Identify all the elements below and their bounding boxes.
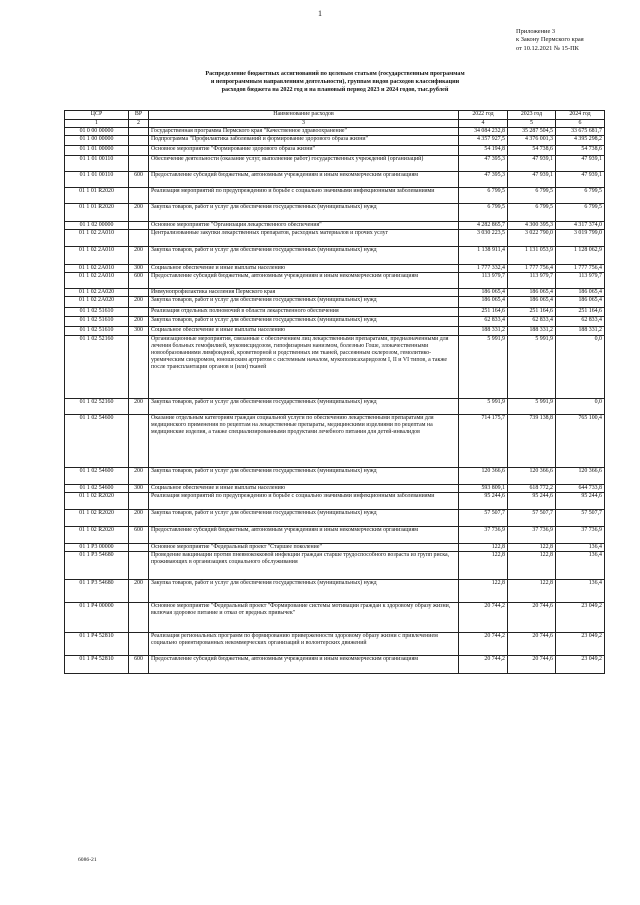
header-vr: ВР [129,111,149,120]
cell-name: Централизованные закупки лекарственных препаратов, расходных материалов и прочих услуг [149,230,459,247]
cell-y2024: 644 733,8 [556,485,605,493]
table-row [65,552,605,580]
cell-vr [129,156,149,172]
cell-name: Предоставление субсидий бюджетным, автономным учреждениям и иным некоммерческим организациям [149,172,459,188]
table-row [65,188,605,204]
cell-y2024: 47 939,1 [556,172,605,188]
cell-vr: 200 [129,247,149,265]
cell-vr [129,308,149,317]
table-row [65,136,605,146]
cell-name: Предоставление субсидий бюджетным, автономным учреждениям и иным некоммерческим организациям [149,273,459,289]
cell-y2023: 62 833,4 [508,317,556,327]
cell-y2022: 37 736,9 [459,527,508,544]
cell-y2024: 6 799,5 [556,204,605,222]
cell-y2023: 1 131 053,9 [508,247,556,265]
cell-name: Реализация региональных программ по формированию приверженности здоровому образу жизни с привлечением социально ориентированных некоммерческих организаций и волонтерских движений [149,633,459,656]
appendix-line-1: Приложение 3 [516,28,556,35]
cell-name: Проведение вакцинации против пневмококковой инфекции граждан старше трудоспособного возраста из групп риска, проживающих в организациях социального обслуживания [149,552,459,580]
header-2023: 2023 год [508,111,556,120]
cell-name: Закупка товаров, работ и услуг для обеспечения государственных (муниципальных) нужд [149,247,459,265]
table-row [65,308,605,317]
cell-y2022: 122,8 [459,580,508,603]
cell-y2022: 1 777 332,4 [459,265,508,273]
cell-y2022: 113 979,7 [459,273,508,289]
cell-y2024: 37 736,9 [556,527,605,544]
cell-csr: 01 1 02 2А020 [65,289,129,297]
cell-y2023: 47 939,1 [508,172,556,188]
cell-name: Предоставление субсидий бюджетным, автономным учреждениям и иным некоммерческим организациям [149,656,459,674]
cell-y2023: 47 939,1 [508,156,556,172]
table-row [65,468,605,485]
cell-vr: 200 [129,468,149,485]
cell-vr: 600 [129,273,149,289]
cell-y2022: 4 357 927,5 [459,136,508,146]
cell-y2023: 122,8 [508,580,556,603]
cell-y2024: 120 366,6 [556,468,605,485]
title-line-2: и непрограммным направлениям деятельности), группам видов расходов классификации [210,79,460,86]
cell-y2024: 23 049,2 [556,633,605,656]
cell-y2024: 188 331,2 [556,327,605,336]
cell-y2024: 23 049,2 [556,603,605,633]
cell-name: Закупка товаров, работ и услуг для обеспечения государственных (муниципальных) нужд [149,468,459,485]
cell-y2023: 5 991,9 [508,336,556,399]
cell-name: Подпрограмма "Профилактика заболеваний и формирование здорового образа жизни" [149,136,459,146]
table-row [65,510,605,527]
cell-vr: 300 [129,265,149,273]
cell-y2023: 122,8 [508,544,556,552]
cell-csr: 01 1 02 2А010 [65,247,129,265]
cell-csr: 01 1 02 52160 [65,399,129,415]
cell-y2024: 6 799,5 [556,188,605,204]
cell-y2022: 6 799,5 [459,188,508,204]
cell-y2024: 62 833,4 [556,317,605,327]
column-number: 2 [129,120,149,128]
cell-name: Закупка товаров, работ и услуг для обеспечения государственных (муниципальных) нужд [149,510,459,527]
cell-y2022: 54 194,8 [459,146,508,156]
table-body [65,128,605,674]
cell-y2024: 136,4 [556,552,605,580]
cell-y2023: 6 799,5 [508,188,556,204]
cell-y2023: 6 799,5 [508,204,556,222]
cell-name: Реализация мероприятий по предупреждению и борьбе с социально значимыми инфекционными заболеваниями [149,188,459,204]
cell-csr: 01 1 02 51610 [65,308,129,317]
table-row [65,580,605,603]
cell-y2023: 20 744,6 [508,603,556,633]
table-row [65,273,605,289]
cell-csr: 01 1 P4 52810 [65,656,129,674]
table-row [65,128,605,136]
table-row [65,544,605,552]
table-row [65,156,605,172]
cell-vr [129,603,149,633]
cell-y2022: 34 084 232,8 [459,128,508,136]
table-row [65,230,605,247]
cell-csr: 01 1 02 51610 [65,317,129,327]
appendix-line-3: от 10.12.2021 № 15-ПК [516,44,579,52]
document-title [150,70,520,95]
cell-name: Закупка товаров, работ и услуг для обеспечения государственных (муниципальных) нужд [149,297,459,308]
title-line-1: Распределение бюджетных ассигнований по целевым статьям (государственным программам [205,71,465,77]
cell-vr [129,633,149,656]
cell-y2024: 765 100,4 [556,415,605,468]
table-row [65,603,605,633]
cell-vr [129,415,149,468]
cell-vr: 300 [129,485,149,493]
cell-csr: 01 1 02 52160 [65,336,129,399]
table-row [65,633,605,656]
cell-vr: 600 [129,656,149,674]
cell-y2023: 186 065,4 [508,297,556,308]
cell-name: Реализация мероприятий по предупреждению и борьбе с социально значимыми инфекционными заболеваниями [149,493,459,510]
cell-csr: 01 1 02 54600 [65,415,129,468]
column-number: 4 [459,120,508,128]
cell-vr [129,336,149,399]
cell-y2022: 62 833,4 [459,317,508,327]
cell-vr [129,230,149,247]
column-number: 3 [149,120,459,128]
table-row [65,247,605,265]
cell-y2024: 4 395 298,2 [556,136,605,146]
cell-csr: 01 1 P4 52810 [65,633,129,656]
cell-name: Организационные мероприятия, связанные с обеспечением лиц лекарственными препаратами, предназначенными для лечения больных гемофилией, муковисцидозом, гипофизарным нанизмом, болезнью Гоше, злокачественными новообразованиями лимфоидной, кроветворной и родственных им тканей, рассеянным склерозом, гемолитико-уремическим синдромом, юношеским артритом с системным началом, мукополисахаридозом I, II и VI типов, а также после трансплантации органов и (или) тканей [149,336,459,399]
cell-y2022: 593 809,1 [459,485,508,493]
cell-name: Социальное обеспечение и иные выплаты населению [149,485,459,493]
cell-y2022: 251 164,6 [459,308,508,317]
cell-vr: 200 [129,399,149,415]
cell-csr: 01 1 02 51610 [65,327,129,336]
cell-name: Основное мероприятие "Федеральный проект "Формирование системы мотивации граждан к здоровому образу жизни, включая здоровое питание и отказ от вредных привычек" [149,603,459,633]
cell-csr: 01 1 01 R2020 [65,188,129,204]
page-number: 1 [318,9,322,18]
cell-y2023: 4 376 001,3 [508,136,556,146]
table-header-row [65,111,605,120]
column-number: 1 [65,120,129,128]
appendix-line-2: к Закону Пермского края [516,36,584,44]
cell-y2022: 20 744,2 [459,633,508,656]
cell-vr [129,289,149,297]
cell-y2023: 95 244,6 [508,493,556,510]
cell-csr: 01 1 02 2А010 [65,265,129,273]
cell-vr [129,222,149,230]
cell-vr: 600 [129,172,149,188]
cell-y2024: 186 065,4 [556,297,605,308]
cell-y2023: 5 991,9 [508,399,556,415]
cell-y2024: 95 244,6 [556,493,605,510]
cell-y2022: 1 138 911,4 [459,247,508,265]
cell-y2022: 20 744,2 [459,603,508,633]
cell-name: Государственная программа Пермского края "Качественное здравоохранение" [149,128,459,136]
table-row [65,204,605,222]
table-row [65,336,605,399]
table-row [65,146,605,156]
budget-table [64,110,605,674]
table-row [65,399,605,415]
cell-vr: 200 [129,580,149,603]
table-row [65,485,605,493]
cell-name: Основное мероприятие "Федеральный проект "Старшее поколение" [149,544,459,552]
cell-y2023: 3 022 790,0 [508,230,556,247]
cell-vr [129,493,149,510]
table-row [65,289,605,297]
table-row [65,493,605,510]
cell-y2024: 57 507,7 [556,510,605,527]
cell-name: Предоставление субсидий бюджетным, автономным учреждениям и иным некоммерческим организациям [149,527,459,544]
cell-name: Реализация отдельных полномочий в области лекарственного обеспечения [149,308,459,317]
cell-csr: 01 1 02 R2020 [65,493,129,510]
cell-vr: 300 [129,327,149,336]
table-row [65,265,605,273]
cell-y2024: 23 049,2 [556,656,605,674]
cell-y2024: 4 317 374,0 [556,222,605,230]
appendix-note [516,28,584,53]
cell-csr: 01 1 01 R2020 [65,204,129,222]
cell-csr: 01 1 00 00000 [65,136,129,146]
cell-name: Основное мероприятие "Формирование здорового образа жизни" [149,146,459,156]
cell-csr: 01 1 01 00110 [65,172,129,188]
cell-y2024: 251 164,6 [556,308,605,317]
cell-csr: 01 1 P3 00000 [65,544,129,552]
cell-vr [129,136,149,146]
cell-y2022: 20 744,2 [459,656,508,674]
cell-y2024: 136,4 [556,544,605,552]
cell-y2023: 1 777 756,4 [508,265,556,273]
cell-y2022: 4 282 865,7 [459,222,508,230]
cell-csr: 01 1 P3 54680 [65,580,129,603]
table-row [65,222,605,230]
cell-y2024: 186 065,4 [556,289,605,297]
cell-y2022: 5 991,9 [459,399,508,415]
cell-y2022: 186 065,4 [459,289,508,297]
header-2022: 2022 год [459,111,508,120]
footer-document-code: 6086-21 [78,857,97,863]
cell-name: Закупка товаров, работ и услуг для обеспечения государственных (муниципальных) нужд [149,399,459,415]
cell-y2023: 20 744,6 [508,633,556,656]
cell-name: Обеспечение деятельности (оказание услуг, выполнение работ) государственных учреждений (организаций) [149,156,459,172]
cell-y2023: 188 331,2 [508,327,556,336]
cell-vr [129,552,149,580]
cell-y2024: 47 939,1 [556,156,605,172]
cell-name: Иммунопрофилактика населения Пермского края [149,289,459,297]
cell-vr [129,128,149,136]
column-number: 6 [556,120,605,128]
cell-csr: 01 1 02 2А010 [65,230,129,247]
cell-y2022: 122,8 [459,552,508,580]
cell-name: Закупка товаров, работ и услуг для обеспечения государственных (муниципальных) нужд [149,317,459,327]
cell-csr: 01 1 01 00000 [65,146,129,156]
cell-csr: 01 1 P4 00000 [65,603,129,633]
title-line-3: расходов бюджета на 2022 год и на плановый период 2023 и 2024 годов, тыс.рублей [221,87,449,94]
column-number: 5 [508,120,556,128]
cell-y2024: 54 738,6 [556,146,605,156]
cell-csr: 01 1 02 00000 [65,222,129,230]
cell-vr: 200 [129,510,149,527]
cell-y2022: 188 331,2 [459,327,508,336]
table-row [65,297,605,308]
cell-vr [129,146,149,156]
cell-csr: 01 1 02 2А010 [65,273,129,289]
cell-y2024: 0,0 [556,336,605,399]
table-row [65,317,605,327]
header-name: Наименование расходов [149,111,459,120]
cell-vr [129,544,149,552]
cell-name: Оказание отдельным категориям граждан социальной услуги по обеспечению лекарственными препаратами для медицинского применения по рецептам на лекарственные препараты, медицинскими изделиями по рецептам на медицинские изделия, а также специализированными продуктами лечебного питания для детей-инвалидов [149,415,459,468]
cell-name: Закупка товаров, работ и услуг для обеспечения государственных (муниципальных) нужд [149,580,459,603]
cell-csr: 01 1 02 2А020 [65,297,129,308]
cell-csr: 01 1 02 54600 [65,485,129,493]
cell-name: Социальное обеспечение и иные выплаты населению [149,265,459,273]
cell-y2024: 0,0 [556,399,605,415]
cell-y2023: 37 736,9 [508,527,556,544]
cell-y2023: 20 744,6 [508,656,556,674]
cell-y2022: 47 395,3 [459,156,508,172]
cell-y2022: 47 395,3 [459,172,508,188]
cell-name: Закупка товаров, работ и услуг для обеспечения государственных (муниципальных) нужд [149,204,459,222]
cell-csr: 01 1 01 00110 [65,156,129,172]
cell-y2022: 5 991,9 [459,336,508,399]
table-row [65,415,605,468]
cell-vr: 200 [129,297,149,308]
cell-y2024: 1 128 062,9 [556,247,605,265]
cell-y2024: 1 777 756,4 [556,265,605,273]
cell-y2023: 618 772,2 [508,485,556,493]
cell-name: Социальное обеспечение и иные выплаты населению [149,327,459,336]
cell-csr: 01 1 02 R2020 [65,527,129,544]
cell-y2022: 186 065,4 [459,297,508,308]
cell-y2022: 3 030 223,5 [459,230,508,247]
cell-y2022: 714 175,7 [459,415,508,468]
cell-vr: 600 [129,527,149,544]
cell-y2023: 4 300 395,3 [508,222,556,230]
cell-y2023: 122,8 [508,552,556,580]
table-row [65,527,605,544]
column-number-row [65,120,605,128]
cell-csr: 01 1 02 54600 [65,468,129,485]
cell-y2022: 57 507,7 [459,510,508,527]
cell-y2022: 120 366,6 [459,468,508,485]
cell-y2022: 6 799,5 [459,204,508,222]
cell-y2023: 35 287 504,5 [508,128,556,136]
cell-vr: 200 [129,204,149,222]
cell-y2023: 739 138,8 [508,415,556,468]
header-2024: 2024 год [556,111,605,120]
cell-y2022: 122,8 [459,544,508,552]
table-row [65,327,605,336]
cell-y2023: 186 065,4 [508,289,556,297]
cell-y2024: 136,4 [556,580,605,603]
cell-y2023: 54 738,6 [508,146,556,156]
cell-csr: 01 1 P3 54680 [65,552,129,580]
cell-y2024: 113 979,7 [556,273,605,289]
cell-csr: 01 0 00 00000 [65,128,129,136]
header-csr: ЦСР [65,111,129,120]
cell-y2023: 113 979,7 [508,273,556,289]
cell-y2023: 251 164,6 [508,308,556,317]
cell-y2023: 57 507,7 [508,510,556,527]
cell-y2024: 33 675 681,7 [556,128,605,136]
cell-csr: 01 1 02 R2020 [65,510,129,527]
cell-y2023: 120 366,6 [508,468,556,485]
cell-name: Основное мероприятие "Организация лекарственного обеспечения" [149,222,459,230]
table-row [65,656,605,674]
cell-y2024: 3 019 799,0 [556,230,605,247]
cell-vr: 200 [129,317,149,327]
cell-vr [129,188,149,204]
cell-y2022: 95 244,6 [459,493,508,510]
table-row [65,172,605,188]
